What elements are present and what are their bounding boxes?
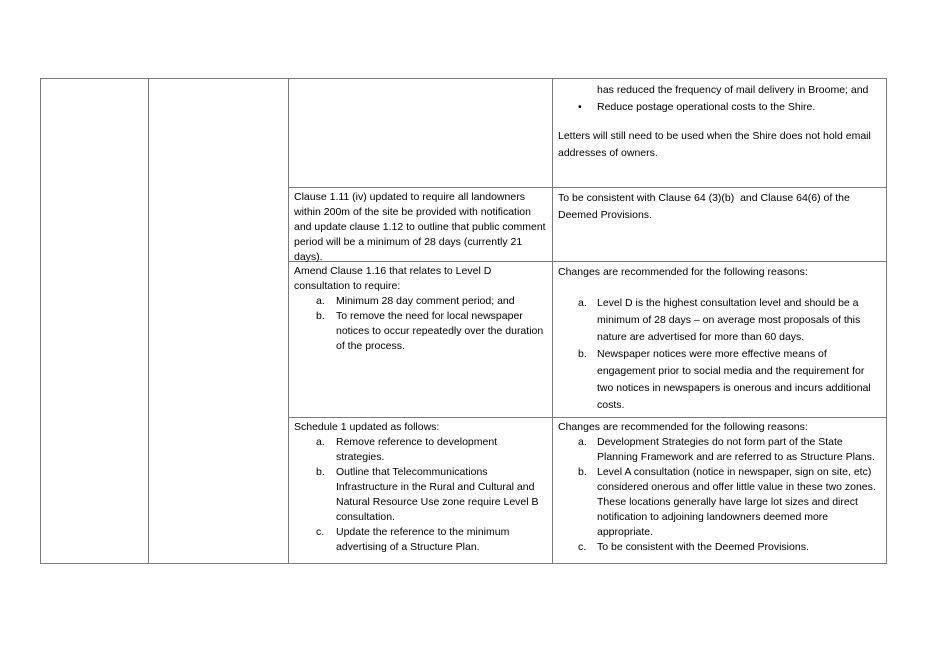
bullet-icon: • bbox=[578, 101, 582, 113]
list-item bbox=[294, 465, 546, 525]
list-item-text: Level A consultation (notice in newspaper, sign on site, etc) considered onerous and offer little value in these two zones. These locations generally have large lot sizes and direct notification to adjoining landowners deemed more appropriate. bbox=[597, 466, 876, 538]
list-marker: b. bbox=[578, 466, 587, 478]
bullet-item bbox=[558, 99, 880, 116]
list-item bbox=[558, 346, 880, 414]
paragraph: Letters will still need to be used when the Shire does not hold email addresses of owners. bbox=[558, 130, 871, 159]
list-item-text: Outline that Telecommunications Infrastructure in the Rural and Cultural and Natural Resource Use zone require Level B consultation. bbox=[336, 466, 539, 523]
cell-intro: Schedule 1 updated as follows: bbox=[294, 421, 440, 433]
cell-intro: Changes are recommended for the following reasons: bbox=[558, 266, 808, 278]
list-item bbox=[558, 465, 880, 540]
table-cell-r3-right bbox=[553, 262, 887, 418]
list-item bbox=[558, 435, 880, 465]
list-item bbox=[294, 294, 546, 309]
paragraph: To be consistent with Clause 64 (3)(b) and Clause 64(6) of the Deemed Provisions. bbox=[558, 192, 853, 221]
bullet-continuation-text: has reduced the frequency of mail delivery in Broome; and bbox=[597, 84, 869, 96]
list-item bbox=[558, 295, 880, 346]
list-marker: c. bbox=[578, 541, 587, 553]
list-item-text: Newspaper notices were more effective means of engagement prior to social media and the requirement for two notices in newspapers is onerous and incurs additional costs. bbox=[597, 348, 871, 411]
table-cell-r4-right bbox=[553, 418, 887, 564]
table-cell-r4-middle bbox=[289, 418, 553, 564]
list-item bbox=[558, 540, 880, 555]
table-cell-r3-middle bbox=[289, 262, 553, 418]
table-cell-r1-middle bbox=[289, 79, 553, 188]
list-item bbox=[294, 435, 546, 465]
paragraph: Clause 1.11 (iv) updated to require all landowners within 200m of the site be provided with notification and update clause 1.12 to outline that public comment period will be a minimum of 28 days (currently 21 days). bbox=[294, 191, 546, 263]
list-marker: a. bbox=[316, 436, 325, 448]
list-marker: b. bbox=[316, 310, 325, 322]
list-item-text: To be consistent with the Deemed Provisions. bbox=[597, 541, 809, 553]
list-item bbox=[294, 525, 546, 555]
list-marker: c. bbox=[316, 526, 325, 538]
list-marker: b. bbox=[578, 348, 587, 360]
bullet-item-text: Reduce postage operational costs to the Shire. bbox=[597, 101, 816, 113]
list-marker: a. bbox=[578, 297, 587, 309]
list-item-text: Level D is the highest consultation level and should be a minimum of 28 days – on average most proposals of this nature are advertised for more than 60 days. bbox=[597, 297, 861, 343]
list-marker: a. bbox=[578, 436, 587, 448]
cell-intro: Changes are recommended for the following reasons: bbox=[558, 421, 808, 433]
list-marker: a. bbox=[316, 295, 325, 307]
list-item-text: Update the reference to the minimum advertising of a Structure Plan. bbox=[336, 526, 510, 553]
table-cell-r2-right bbox=[553, 188, 887, 262]
list-item-text: Minimum 28 day comment period; and bbox=[336, 295, 515, 307]
list-item bbox=[294, 309, 546, 354]
table-cell-r1-right bbox=[553, 79, 887, 188]
table-cell-left-col2 bbox=[149, 79, 289, 564]
table-cell-r2-middle bbox=[289, 188, 553, 262]
list-item-text: Development Strategies do not form part of the State Planning Framework and are referred to as Structure Plans. bbox=[597, 436, 875, 463]
table-cell-left-col1 bbox=[41, 79, 149, 564]
list-marker: b. bbox=[316, 466, 325, 478]
list-item-text: To remove the need for local newspaper notices to occur repeatedly over the duration of the process. bbox=[336, 310, 544, 352]
amendments-table bbox=[40, 78, 887, 564]
list-item-text: Remove reference to development strategies. bbox=[336, 436, 498, 463]
cell-intro: Amend Clause 1.16 that relates to Level D consultation to require: bbox=[294, 265, 492, 292]
